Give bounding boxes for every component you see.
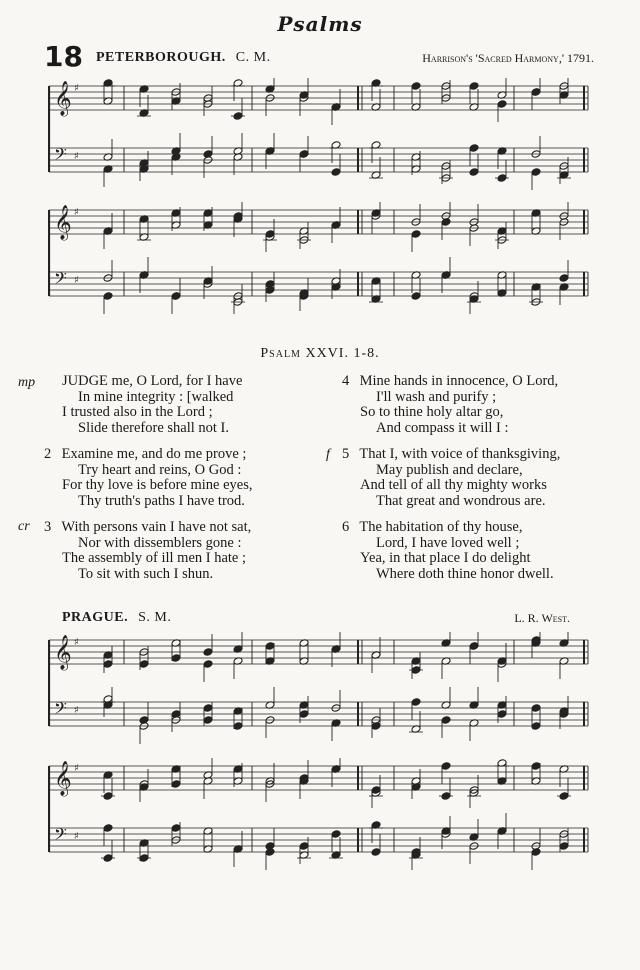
hymn-prague-header	[0, 600, 640, 630]
note-head	[469, 82, 479, 91]
note-head	[497, 710, 507, 719]
note-head	[441, 716, 451, 725]
verse-line: I'll wash and purify ;	[376, 388, 497, 405]
note-head	[331, 168, 341, 177]
note-head	[531, 762, 541, 771]
sharp-icon: ♯	[74, 207, 79, 218]
music-system-3	[48, 632, 592, 750]
hymn-number: 18	[44, 40, 83, 73]
psalm-numeral: XXVI.	[305, 346, 349, 361]
verse-line: Thy truth's paths I have trod.	[78, 492, 245, 509]
verse-line: With persons vain I have not sat,	[61, 519, 252, 535]
sharp-icon: ♯	[74, 151, 79, 162]
sharp-icon: ♯	[74, 763, 79, 774]
verse-line: Mine hands in innocence, O Lord,	[359, 373, 559, 389]
note-head	[233, 722, 243, 731]
note-head	[469, 144, 479, 153]
verse-line: Yea, in that place I do delight	[360, 550, 531, 567]
meter: S. M.	[138, 610, 172, 625]
verse-number: 3	[44, 519, 52, 535]
note-head	[299, 842, 309, 851]
treble-clef-icon: 𝄞	[54, 635, 72, 670]
verse-line: Where doth thine honor dwell.	[376, 565, 554, 582]
verse-2	[44, 447, 252, 509]
verse-line: In mine integrity : [walked	[78, 388, 234, 405]
music-system-2	[48, 202, 592, 320]
verse-line: Try heart and reins, O God :	[78, 461, 242, 478]
bass-clef-icon: 𝄢	[54, 698, 67, 722]
verse-3	[44, 520, 251, 582]
verse-line: That I, with voice of thanksgiving,	[359, 446, 561, 462]
psalm-label: Psalm	[260, 346, 301, 361]
verse-5	[342, 447, 560, 509]
verse-4	[342, 374, 558, 436]
note-head	[411, 698, 421, 707]
sharp-icon: ♯	[74, 637, 79, 648]
sharp-icon: ♯	[74, 705, 79, 716]
note-head	[331, 830, 341, 839]
treble-clef-icon: 𝄞	[54, 205, 72, 240]
attribution: L. R. West.	[514, 611, 570, 625]
bass-clef-icon: 𝄢	[54, 824, 67, 848]
verse-line: Examine me, and do me prove ;	[61, 446, 247, 462]
note-head	[531, 722, 541, 731]
treble-staff	[49, 78, 588, 125]
sharp-icon: ♯	[74, 831, 79, 842]
note-head	[103, 824, 113, 833]
note-head	[497, 100, 507, 109]
note-head	[103, 292, 113, 301]
dynamic-mark: f	[326, 447, 330, 462]
note-head	[203, 660, 213, 669]
note-head	[203, 648, 213, 657]
verse-line: That great and wondrous are.	[376, 492, 546, 509]
note-head	[171, 780, 181, 789]
verse-line: JUDGE me, O Lord, for I have	[62, 373, 243, 389]
note-head	[531, 168, 541, 177]
treble-staff	[49, 758, 588, 808]
note-head	[299, 710, 309, 719]
psalm-title	[0, 346, 640, 362]
bass-clef-icon: 𝄢	[54, 144, 67, 168]
note-head	[559, 842, 569, 851]
verse-line: I trusted also in the Lord ;	[62, 404, 213, 421]
note-head	[411, 230, 421, 239]
bass-staff	[49, 257, 588, 314]
note-head	[411, 82, 421, 91]
treble-staff	[49, 202, 588, 252]
note-head	[171, 654, 181, 663]
verse-line: Lord, I have loved well ;	[376, 534, 520, 551]
verse-number: 2	[44, 446, 52, 462]
tune-title: PRAGUE.	[62, 610, 129, 625]
note-head	[531, 704, 541, 713]
verse-number: 6	[342, 519, 350, 535]
verse-number: 4	[342, 373, 350, 389]
note-head	[469, 168, 479, 177]
music-system-4	[48, 758, 592, 876]
tune-name	[62, 610, 171, 626]
psalm-verses: 1-8.	[353, 346, 380, 361]
bass-staff	[49, 133, 588, 190]
note-head	[531, 88, 541, 97]
note-head	[411, 292, 421, 301]
verse-line: And compass it will I :	[376, 419, 509, 436]
hymn-18-header	[0, 40, 640, 73]
note-head	[171, 824, 181, 833]
verse-line: For thy love is before mine eyes,	[62, 477, 253, 494]
note-head	[299, 150, 309, 159]
verse-line: And tell of all thy mighty works	[360, 477, 547, 494]
treble-clef-icon: 𝄞	[54, 761, 72, 796]
music-system-1	[48, 78, 592, 196]
tune-title: PETERBOROUGH.	[96, 50, 226, 65]
dynamic-mark: mp	[18, 375, 36, 390]
verse-line: To sit with such I shun.	[78, 565, 214, 582]
note-head	[371, 848, 381, 857]
verse-number: 5	[342, 446, 350, 462]
bass-staff	[49, 813, 588, 870]
note-head	[559, 274, 569, 283]
attribution: Harrison's 'Sacred Harmony,' 1791.	[422, 51, 594, 65]
treble-clef-icon: 𝄞	[54, 81, 72, 116]
dynamic-mark: cr	[18, 519, 30, 534]
note-head	[203, 704, 213, 713]
treble-staff	[49, 632, 588, 682]
note-head	[139, 660, 149, 669]
verse-6	[342, 520, 554, 582]
tune-name	[96, 50, 271, 66]
note-head	[265, 230, 275, 239]
bass-staff	[49, 687, 588, 744]
sharp-icon: ♯	[74, 83, 79, 94]
note-head	[203, 716, 213, 725]
note-head	[265, 642, 275, 651]
note-head	[441, 762, 451, 771]
sharp-icon: ♯	[74, 275, 79, 286]
note-head	[469, 642, 479, 651]
note-head	[103, 660, 113, 669]
verse-line: May publish and declare,	[376, 461, 523, 478]
bass-clef-icon: 𝄢	[54, 268, 67, 292]
note-head	[371, 786, 381, 795]
verse-line: The habitation of thy house,	[359, 519, 523, 535]
verse-line: Nor with dissemblers gone :	[78, 534, 242, 551]
meter: C. M.	[235, 50, 271, 65]
verse-line: So to thine holy altar go,	[360, 404, 504, 421]
page-header: Psalms	[277, 12, 363, 36]
verse-1	[62, 374, 242, 436]
verse-line: Slide therefore shall not I.	[78, 419, 229, 436]
verse-line: The assembly of ill men I hate ;	[62, 550, 247, 567]
